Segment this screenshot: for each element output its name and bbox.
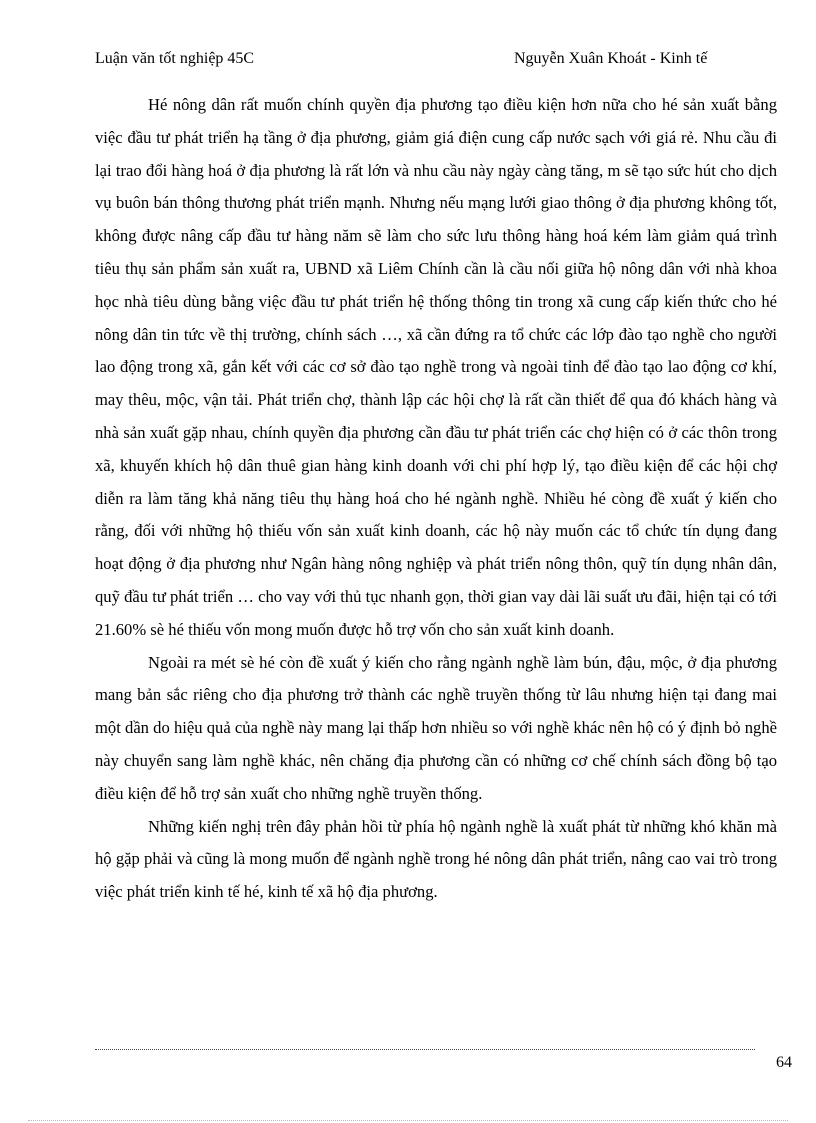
body-paragraph-2: Ngoài ra mét sè hé còn đề xuất ý kiến cho rằng ngành nghề làm bún, đậu, mộc, ở địa phương mang bản sắc riêng cho địa phương trở thành các nghề truyền thống từ lâu nhưng hiện tại đang mai một dần do hiệu quả của nghề này mang lại thấp hơn nhiều so với nghề khác nên hộ có ý định bỏ nghề này chuyển sang làm nghề khác, nên chăng địa phương cần có những cơ chế chính sách đồng bộ tạo điều kiện để hỗ trợ sản xuất cho những nghề truyền thống. [95,652,777,803]
page-number: 64 [776,1054,792,1071]
body-paragraph-1: Hé nông dân rất muốn chính quyền địa phương tạo điều kiện hơn nữa cho hé sản xuất bằng việc đầu tư phát triển hạ tầng ở địa phương, giảm giá điện cung cấp nước sạch với giá rẻ. Nhu cầu đi lại trao đổi hàng hoá ở địa phương là rất lớn và nhu cầu này ngày càng tăng, m sẽ tạo sức hút cho dịch vụ buôn bán thông thương phát triển mạnh. Nhưng nếu mạng lưới giao thông ở địa phương không tốt, không được nâng cấp đầu tư hàng năm sẽ làm cho sức lưu thông hàng hoá kém làm giảm quá trình tiêu thụ sản phẩm sản xuất ra, UBND xã Liêm Chính cần là cầu nối giữa hộ nông dân với nhà khoa học nhà tiêu dùng bằng việc đầu tư phát triển hệ thống thông tin trong xã cung cấp kiến thức cho hé nông dân tin tức về thị trường, chính sách …, xã cần đứng ra tổ chức các lớp đào tạo nghề cho người lao động trong xã, gắn kết với các cơ sở đào tạo nghề trong và ngoài tỉnh để đào tạo lao động cơ khí, may thêu, mộc, vận tải. Phát triển chợ, thành lập các hội chợ là rất cần thiết để qua đó khách hàng và nhà sản xuất gặp nhau, chính quyền địa phương cần đầu tư phát triển các chợ hiện có ở các thôn trong xã, khuyến khích hộ dân thuê gian hàng kinh doanh với chi phí hợp lý, tạo điều kiện để các hội chợ diễn ra làm tăng khả năng tiêu thụ hàng hoá cho hé ngành nghề. Nhiều hé còng đề xuất ý kiến cho rằng, đối với những hộ thiếu vốn sản xuất kinh doanh, các hộ này muốn các tổ chức tín dụng đang hoạt động ở địa phương như Ngân hàng nông nghiệp và phát triển nông thôn, quỹ tín dụng nhân dân, quỹ đầu tư phát triển … cho vay với thủ tục nhanh gọn, thời gian vay dài lãi suất ưu đãi, hiện tại có tới 21.60% sè hé thiếu vốn mong muốn được hỗ trợ vốn cho sản xuất kinh doanh. [95,95,777,639]
page-bottom-border [28,1120,788,1121]
page-header [95,48,755,92]
document-body [95,89,777,909]
body-paragraph-3: Những kiến nghị trên đây phản hồi từ phía hộ ngành nghề là xuất phát từ những khó khăn mà hộ gặp phải và cũng là mong muốn để ngành nghề trong hé nông dân phát triển, nâng cao vai trò trong việc phát triển kinh tế hé, kinh tế xã hộ địa phương. [95,816,777,902]
header-author: Nguyễn Xuân Khoát - Kinh tế [514,50,708,67]
header-thesis-label: Luận văn tốt nghiệp 45C [95,50,255,67]
footer-divider [95,1049,755,1050]
